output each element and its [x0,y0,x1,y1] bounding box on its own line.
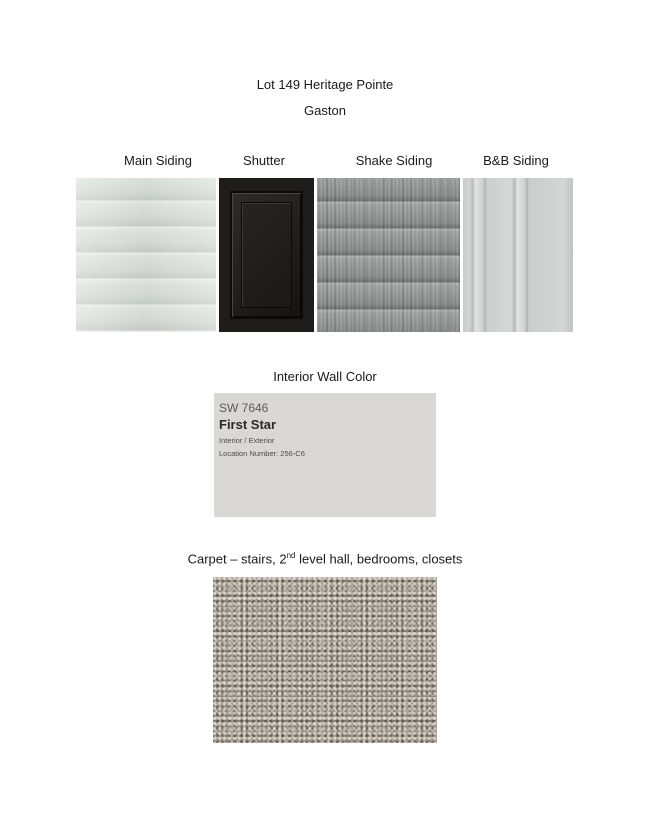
shutter-label: Shutter [243,153,285,168]
lot-title: Lot 149 Heritage Pointe [256,77,394,92]
carpet-label [0,551,650,566]
carpet-swatch [213,577,437,743]
shake-siding-swatch [317,178,460,332]
carpet-label-end: level hall, bedrooms, closets [295,551,463,567]
carpet-label-start: Carpet – stairs, 2 [187,551,287,567]
carpet-label-sup: nd [286,551,296,560]
paint-code: SW 7646 [219,401,269,415]
paint-name: First Star [219,417,277,432]
paint-location: Location Number: 256-C6 [219,449,305,458]
plan-name: Gaston [304,103,346,118]
shake-siding-label: Shake Siding [355,153,433,168]
bnb-siding-swatch [463,178,573,332]
main-siding-swatch [76,178,216,332]
paint-type: Interior / Exterior [219,436,275,445]
shutter-swatch [219,178,314,332]
main-siding-label: Main Siding [124,153,192,168]
paint-chip [214,393,436,517]
interior-wall-label: Interior Wall Color [273,369,377,384]
bnb-siding-label: B&B Siding [483,153,549,168]
